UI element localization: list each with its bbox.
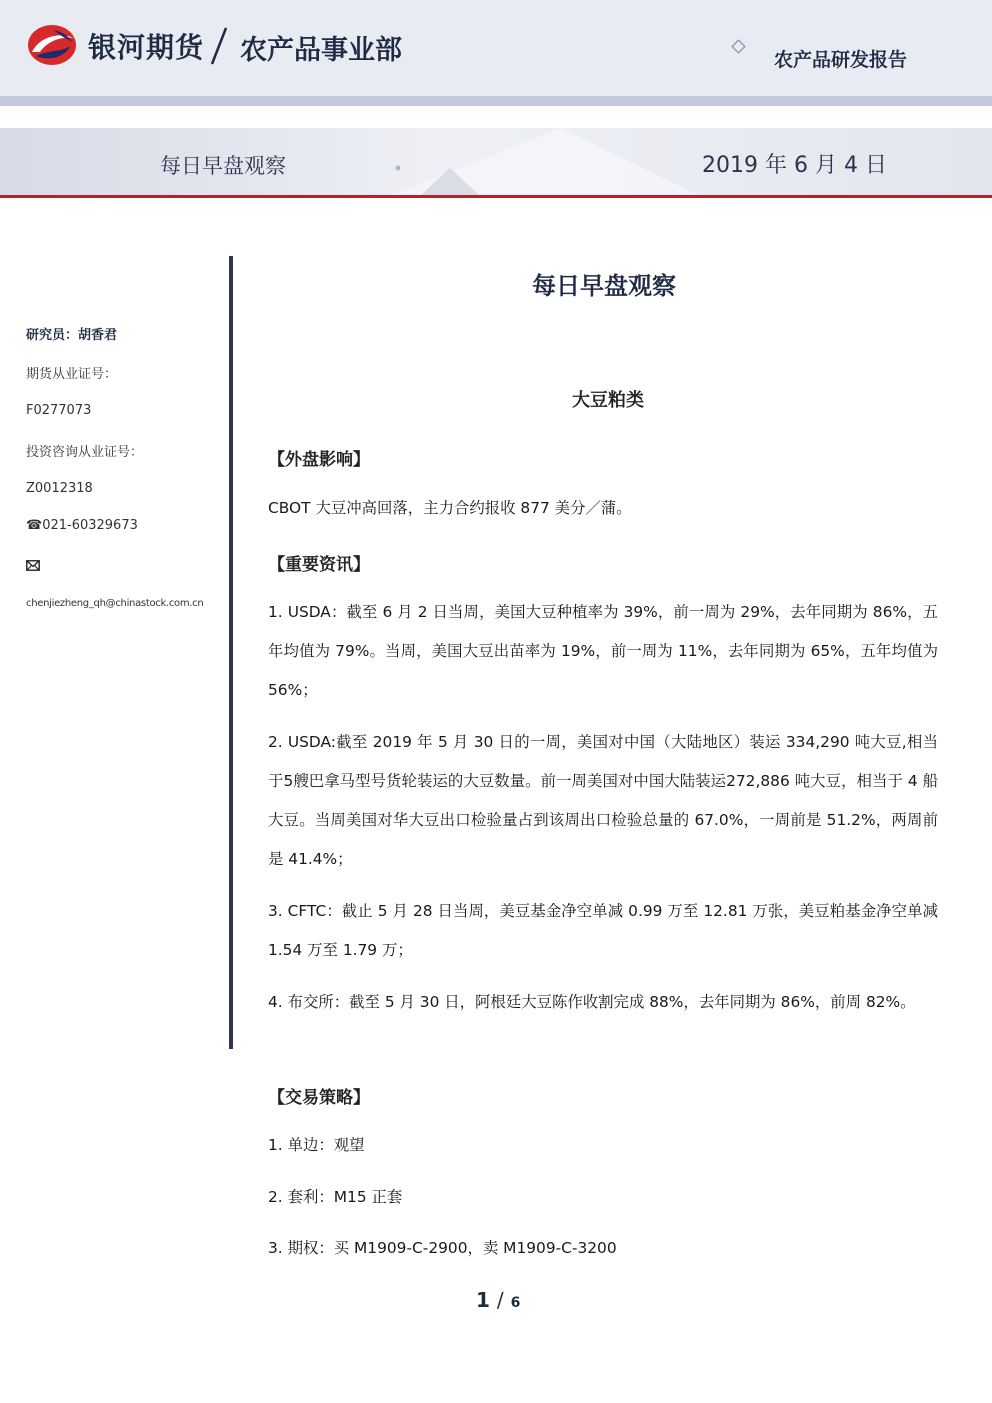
sidebar-divider xyxy=(229,256,233,1049)
report-type: 农产品研发报告 xyxy=(774,49,908,71)
report-date: 2019 年 6 月 4 日 xyxy=(702,153,887,178)
news-heading: 【重要资讯】 xyxy=(268,555,370,575)
strategy-item-2: 2. 套利：M15 正套 xyxy=(268,1188,403,1206)
slash-divider xyxy=(204,24,234,68)
division-name: 农产品事业部 xyxy=(240,35,402,66)
strategy-heading: 【交易策略】 xyxy=(268,1088,370,1108)
news-item-4: 4. 布交所：截至 5 月 30 日，阿根廷大豆陈作收割完成 88%，去年同期为 86%，前周 82%。 xyxy=(268,993,916,1011)
strategy-item-1: 1. 单边：观望 xyxy=(268,1136,365,1154)
email-address[interactable]: chenjiezheng_qh@chinastock.com.cn xyxy=(26,598,204,609)
current-page: 1 xyxy=(476,1288,490,1312)
page-number xyxy=(476,1288,520,1312)
envelope-icon xyxy=(26,560,40,571)
total-pages: 6 xyxy=(510,1295,521,1311)
foreign-market-heading: 【外盘影响】 xyxy=(268,450,370,470)
section-title: 大豆粕类 xyxy=(572,390,644,411)
futures-license-number: F0277073 xyxy=(26,403,92,418)
phone-number: ☎021-60329673 xyxy=(26,518,138,533)
news-item-2: 2. USDA:截至 2019 年 5 月 30 日的一周，美国对中国（大陆地区）装运 334,290 吨大豆,相当于5艘巴拿马型号货轮装运的大豆数量。前一周美国对中国大陆装运272,886 吨大豆，相当于 4 船大豆。当周美国对华大豆出口检验量占到该周出口检验总量的 67.0%，一周前是 51.2%，两周前是 41.4%； xyxy=(268,733,938,868)
news-item-1: 1. USDA：截至 6 月 2 日当周，美国大豆种植率为 39%，前一周为 29%，去年同期为 86%，五年均值为 79%。当周，美国大豆出苗率为 19%，前一周为 11%，去年同期为 65%，五年均值为 56%； xyxy=(268,603,938,699)
header-stripe xyxy=(0,96,992,106)
foreign-market-text: CBOT 大豆冲高回落，主力合约报收 877 美分／蒲。 xyxy=(268,499,632,517)
consult-license-label: 投资咨询从业证号： xyxy=(26,445,144,460)
header-decor-line xyxy=(560,38,760,58)
galaxy-logo-icon xyxy=(26,22,78,68)
banner-red-line xyxy=(0,195,992,198)
page-separator: / xyxy=(496,1288,504,1312)
analyst-name: 研究员：胡香君 xyxy=(26,328,118,343)
company-name: 银河期货 xyxy=(88,31,205,64)
banner-title: 每日早盘观察 xyxy=(160,154,286,178)
document-title: 每日早盘观察 xyxy=(532,272,676,300)
futures-license-label: 期货从业证号： xyxy=(26,367,118,382)
strategy-item-3: 3. 期权：买 M1909-C-2900，卖 M1909-C-3200 xyxy=(268,1239,617,1257)
consult-license-number: Z0012318 xyxy=(26,481,93,496)
news-item-3: 3. CFTC：截止 5 月 28 日当周，美豆基金净空单减 0.99 万至 12.81 万张，美豆粕基金净空单减 1.54 万至 1.79 万； xyxy=(268,902,938,959)
